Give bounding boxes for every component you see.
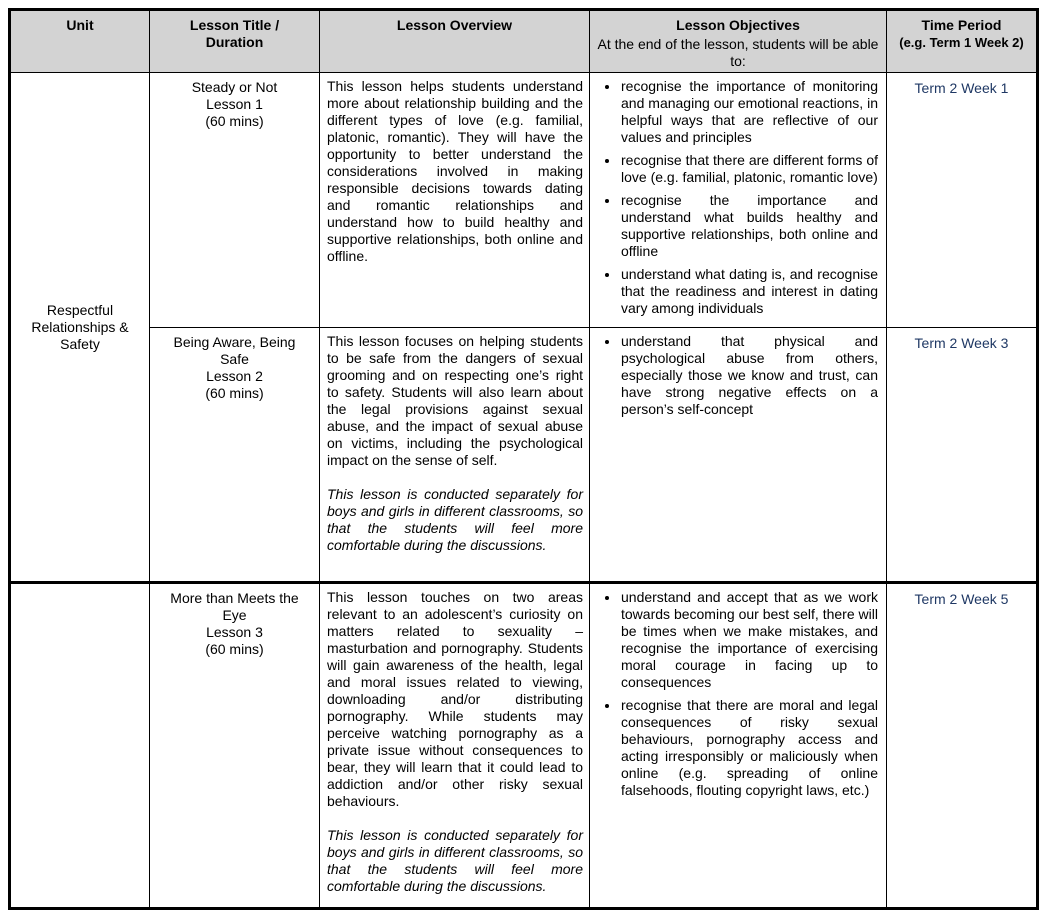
lesson-title: Steady or Not xyxy=(191,79,278,95)
lesson-number: Lesson 1 xyxy=(206,96,263,112)
lesson-plan-table xyxy=(8,8,1039,910)
overview-paragraph: This lesson helps students understand more about relationship building and the different types of love (e.g. familial, platonic, romantic). They will have the opportunity to better understand the considerations involved in making responsible decisions towards dating and romantic relationships and understand how to build healthy and supportive relationships, both online and offline. xyxy=(327,78,583,264)
objective-item: • recognise the importance of monitoring and managing our emotional reactions, in helpful ways that are reflective of our values and principles xyxy=(620,78,878,146)
lesson-overview-cell-3 xyxy=(320,583,590,909)
column-header-lesson-title-line1: Lesson Title / xyxy=(189,17,280,33)
lesson-title: Being Aware, Being Safe xyxy=(173,334,296,367)
column-header-time-period-line1: Time Period xyxy=(921,17,1002,33)
objective-item: • recognise the importance and understand what builds healthy and supportive relationships, both online and offline xyxy=(620,192,878,260)
lesson-row-2 xyxy=(10,328,1038,583)
column-header-lesson-objectives xyxy=(590,10,887,73)
unit-cell xyxy=(10,73,150,583)
lesson-row-1 xyxy=(10,73,1038,328)
lesson-overview-cell-1 xyxy=(320,73,590,328)
time-period-cell-3 xyxy=(887,583,1038,909)
lesson-objectives-cell-1 xyxy=(590,73,887,328)
overview-note-italic: This lesson is conducted separately for boys and girls in different classrooms, so that the students will feel more comfortable during the discussions. xyxy=(327,827,583,894)
lesson-row-3 xyxy=(10,583,1038,909)
overview-paragraph: This lesson touches on two areas relevant to an adolescent’s curiosity on matters related to sexuality – masturbation and pornography. Students will gain awareness of the health, legal and moral issues related to viewing, downloading and/or distributing pornography. While students may perceive watching pornography as a private issue without consequences to bear, they will learn that it could lead to addiction and/or other risky sexual behaviours. xyxy=(327,589,583,809)
column-header-unit-label: Unit xyxy=(66,17,94,33)
column-header-lesson-objectives-subtitle: At the end of the lesson, students will be able to: xyxy=(597,36,879,69)
column-header-lesson-objectives-label: Lesson Objectives xyxy=(676,17,800,33)
time-period-label: Term 2 Week 1 xyxy=(914,80,1009,96)
column-header-unit xyxy=(10,10,150,73)
lesson-number: Lesson 2 xyxy=(206,368,263,384)
time-period-cell-1 xyxy=(887,73,1038,328)
lesson-number: Lesson 3 xyxy=(206,624,263,640)
unit-cell-empty xyxy=(10,583,150,909)
lesson-title-cell-1 xyxy=(150,73,320,328)
objectives-list xyxy=(590,589,878,799)
lesson-title: More than Meets the Eye xyxy=(170,590,299,623)
objective-item: • understand what dating is, and recognise that the readiness and interest in dating vary among individuals xyxy=(620,266,878,317)
column-header-time-period-line2: (e.g. Term 1 Week 2) xyxy=(899,35,1024,50)
overview-paragraph: This lesson focuses on helping students to be safe from the dangers of sexual grooming and on respecting one’s right to safety. Students will also learn about the legal provisions against sexual abuse, and the impact of sexual abuse on victims, including the psychological impact on the sense of self. xyxy=(327,333,583,468)
time-period-label: Term 2 Week 3 xyxy=(914,335,1009,351)
objectives-list xyxy=(590,333,878,418)
overview-note-italic: This lesson is conducted separately for boys and girls in different classrooms, so that the students will feel more comfortable during the discussions. xyxy=(327,486,583,553)
objective-item: • understand and accept that as we work towards becoming our best self, there will be times when we make mistakes, and recognise the importance of exercising moral courage in facing up to consequences xyxy=(620,589,878,691)
lesson-duration: (60 mins) xyxy=(205,385,264,401)
objective-item: • recognise that there are different forms of love (e.g. familial, platonic, romantic love) xyxy=(620,152,878,186)
column-header-time-period xyxy=(887,10,1038,73)
column-header-lesson-title xyxy=(150,10,320,73)
lesson-objectives-cell-2 xyxy=(590,328,887,583)
lesson-duration: (60 mins) xyxy=(205,113,264,129)
objectives-list xyxy=(590,78,878,317)
lesson-title-cell-3 xyxy=(150,583,320,909)
lesson-duration: (60 mins) xyxy=(205,641,264,657)
time-period-label: Term 2 Week 5 xyxy=(914,591,1009,607)
objective-item: • understand that physical and psychological abuse from others, especially those we know and trust, can have strong negative effects on a person’s self-concept xyxy=(620,333,878,418)
unit-label: Respectful Relationships & Safety xyxy=(31,301,129,352)
time-period-cell-2 xyxy=(887,328,1038,583)
lesson-objectives-cell-3 xyxy=(590,583,887,909)
column-header-lesson-overview xyxy=(320,10,590,73)
lesson-overview-cell-2 xyxy=(320,328,590,583)
column-header-lesson-overview-label: Lesson Overview xyxy=(396,17,513,33)
header-row xyxy=(10,10,1038,73)
lesson-title-cell-2 xyxy=(150,328,320,583)
objective-item: • recognise that there are moral and legal consequences of risky sexual behaviours, pornography access and acting irresponsibly or maliciously when online (e.g. spreading of online falsehoods, flouting copyright laws, etc.) xyxy=(620,697,878,799)
column-header-lesson-title-line2: Duration xyxy=(205,34,264,50)
